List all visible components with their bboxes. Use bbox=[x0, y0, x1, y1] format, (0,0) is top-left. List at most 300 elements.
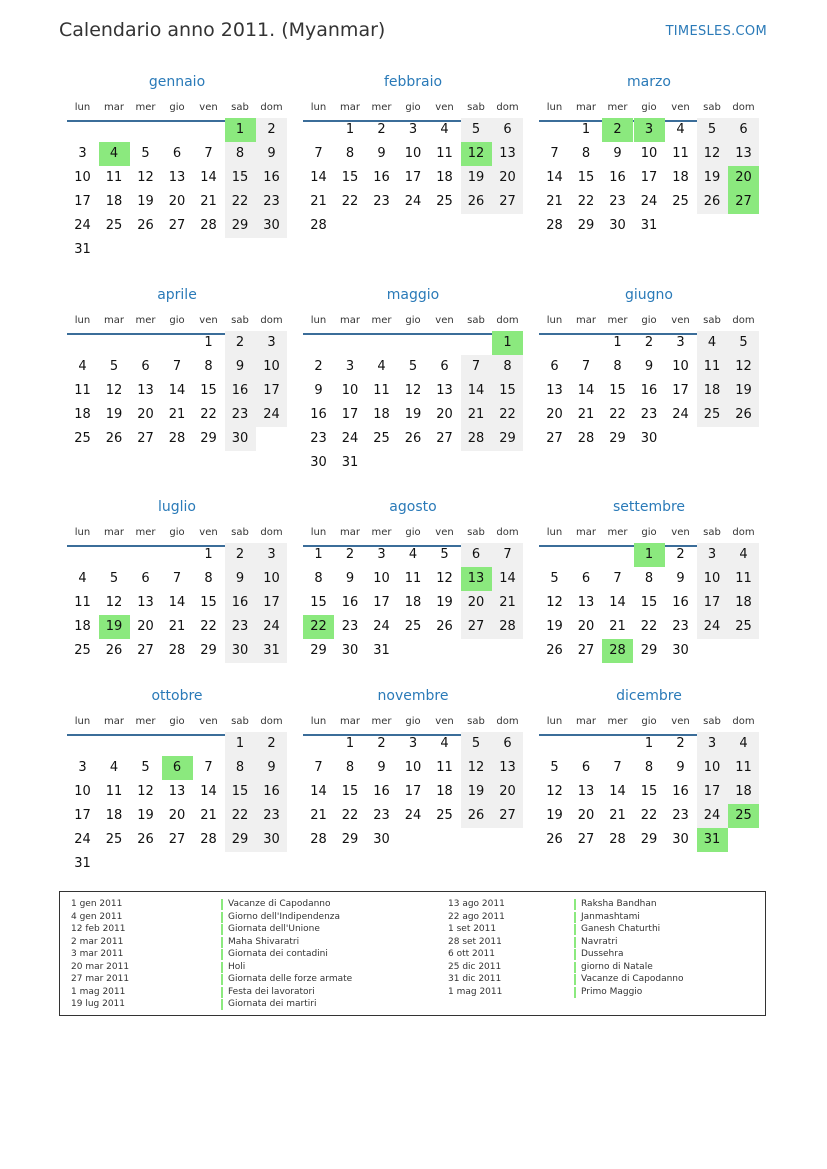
day-cell: 30 bbox=[256, 214, 287, 238]
holiday-day-cell: 1 bbox=[634, 543, 665, 567]
weekday-label: lun bbox=[74, 315, 91, 326]
holiday-day-cell: 19 bbox=[99, 615, 130, 639]
day-cell: 19 bbox=[461, 780, 492, 804]
weekday-label: mar bbox=[104, 716, 124, 727]
day-cell: 28 bbox=[492, 615, 523, 639]
day-cell: 20 bbox=[137, 619, 154, 634]
day-cell: 26 bbox=[105, 643, 123, 658]
weekday-label: gio bbox=[641, 315, 657, 326]
month-title: ottobre bbox=[151, 688, 203, 704]
weekday-label: mer bbox=[607, 716, 628, 727]
day-cell: 9 bbox=[256, 756, 287, 780]
day-cell: 7 bbox=[492, 543, 523, 567]
holiday-day-cell: 4 bbox=[99, 142, 130, 166]
holiday-day-cell: 25 bbox=[728, 804, 759, 828]
legend-date: 12 feb 2011 bbox=[71, 924, 126, 934]
holiday-legend bbox=[59, 891, 766, 1016]
weekday-label: lun bbox=[310, 527, 327, 538]
day-cell: 28 bbox=[200, 218, 217, 233]
day-cell: 11 bbox=[672, 146, 689, 161]
day-cell: 4 bbox=[728, 543, 759, 567]
weekday-label: ven bbox=[435, 527, 454, 538]
day-cell: 24 bbox=[341, 431, 359, 446]
day-cell: 16 bbox=[341, 595, 359, 610]
weekday-label: mar bbox=[576, 527, 596, 538]
weekday-label: dom bbox=[260, 527, 283, 538]
day-cell: 26 bbox=[137, 832, 154, 847]
day-cell: 10 bbox=[256, 567, 287, 591]
legend-date: 6 ott 2011 bbox=[448, 949, 495, 959]
day-cell: 11 bbox=[373, 383, 390, 398]
holiday-day-cell: 28 bbox=[602, 639, 633, 663]
day-cell: 23 bbox=[225, 615, 256, 639]
day-cell: 11 bbox=[74, 383, 91, 398]
day-cell: 29 bbox=[640, 643, 658, 658]
day-cell: 21 bbox=[200, 194, 217, 209]
day-cell: 17 bbox=[341, 407, 359, 422]
day-cell: 3 bbox=[697, 732, 728, 756]
day-cell: 29 bbox=[640, 832, 658, 847]
day-cell: 2 bbox=[676, 736, 685, 751]
day-cell: 17 bbox=[404, 784, 422, 799]
day-cell: 10 bbox=[256, 355, 287, 379]
day-cell: 26 bbox=[404, 431, 422, 446]
day-cell: 20 bbox=[577, 808, 595, 823]
day-cell: 25 bbox=[105, 832, 123, 847]
day-cell: 10 bbox=[74, 170, 91, 185]
day-cell: 19 bbox=[137, 808, 154, 823]
day-cell: 8 bbox=[345, 760, 355, 775]
weekday-label: dom bbox=[732, 716, 755, 727]
weekday-label: mar bbox=[576, 102, 596, 113]
day-cell: 9 bbox=[225, 567, 256, 591]
day-cell: 23 bbox=[672, 808, 689, 823]
day-cell: 11 bbox=[105, 170, 123, 185]
day-cell: 10 bbox=[404, 146, 422, 161]
day-cell: 3 bbox=[256, 543, 287, 567]
day-cell: 1 bbox=[581, 122, 591, 137]
day-cell: 29 bbox=[200, 431, 217, 446]
day-cell: 4 bbox=[697, 331, 728, 355]
day-cell: 23 bbox=[310, 431, 327, 446]
day-cell: 22 bbox=[341, 194, 359, 209]
day-cell: 25 bbox=[74, 431, 91, 446]
legend-holiday-name: Giornata dell'Unione bbox=[221, 924, 320, 935]
day-cell: 21 bbox=[310, 194, 327, 209]
legend-holiday-name: Festa dei lavoratori bbox=[221, 987, 315, 998]
day-cell: 13 bbox=[137, 595, 154, 610]
weekday-label: ven bbox=[671, 102, 690, 113]
legend-holiday-name: Navratri bbox=[574, 937, 618, 948]
day-cell: 12 bbox=[137, 170, 154, 185]
day-cell: 14 bbox=[609, 784, 626, 799]
day-cell: 25 bbox=[728, 615, 759, 639]
holiday-day-cell: 27 bbox=[728, 190, 759, 214]
day-cell: 18 bbox=[728, 591, 759, 615]
day-cell: 13 bbox=[577, 784, 595, 799]
day-cell: 15 bbox=[577, 170, 595, 185]
day-cell: 17 bbox=[697, 780, 728, 804]
weekday-label: dom bbox=[732, 102, 755, 113]
day-cell: 22 bbox=[200, 619, 217, 634]
weekday-label: mar bbox=[104, 102, 124, 113]
weekday-label: ven bbox=[199, 102, 218, 113]
day-cell: 20 bbox=[436, 407, 453, 422]
day-cell: 16 bbox=[373, 784, 390, 799]
weekday-label: dom bbox=[260, 102, 283, 113]
day-cell: 28 bbox=[577, 431, 595, 446]
day-cell: 10 bbox=[697, 567, 728, 591]
weekday-label: mar bbox=[340, 102, 360, 113]
weekday-label: sab bbox=[703, 102, 721, 113]
day-cell: 22 bbox=[640, 619, 658, 634]
weekday-label: gio bbox=[641, 527, 657, 538]
day-cell: 16 bbox=[225, 379, 256, 403]
day-cell: 13 bbox=[168, 784, 186, 799]
day-cell: 16 bbox=[256, 166, 287, 190]
day-cell: 17 bbox=[74, 808, 91, 823]
day-cell: 24 bbox=[404, 194, 422, 209]
legend-holiday-name: Ganesh Chaturthi bbox=[574, 924, 660, 935]
holiday-day-cell: 12 bbox=[461, 142, 492, 166]
weekday-label: lun bbox=[74, 102, 91, 113]
day-cell: 21 bbox=[492, 591, 523, 615]
day-cell: 27 bbox=[461, 615, 492, 639]
day-cell: 19 bbox=[137, 194, 154, 209]
day-cell: 26 bbox=[546, 832, 563, 847]
day-cell: 12 bbox=[105, 595, 123, 610]
day-cell: 25 bbox=[74, 643, 91, 658]
day-cell: 9 bbox=[314, 383, 323, 398]
day-cell: 24 bbox=[697, 804, 728, 828]
day-cell: 11 bbox=[404, 571, 422, 586]
day-cell: 14 bbox=[492, 567, 523, 591]
legend-holiday-name: giorno di Natale bbox=[574, 962, 653, 973]
day-cell: 17 bbox=[697, 591, 728, 615]
day-cell: 15 bbox=[341, 784, 359, 799]
day-cell: 20 bbox=[168, 808, 186, 823]
legend-date: 4 gen 2011 bbox=[71, 911, 123, 922]
day-cell: 27 bbox=[137, 643, 154, 658]
day-cell: 20 bbox=[492, 166, 523, 190]
day-cell: 6 bbox=[461, 543, 492, 567]
day-cell: 30 bbox=[225, 639, 256, 663]
day-cell: 1 bbox=[613, 335, 622, 350]
weekday-label: gio bbox=[169, 102, 185, 113]
day-cell: 9 bbox=[644, 359, 654, 374]
month-title: settembre bbox=[612, 499, 686, 515]
day-cell: 10 bbox=[697, 756, 728, 780]
day-cell: 29 bbox=[609, 431, 626, 446]
day-cell: 1 bbox=[204, 547, 213, 562]
day-cell: 3 bbox=[676, 335, 685, 350]
day-cell: 21 bbox=[200, 808, 217, 823]
legend-holiday-name: Giornata delle forze armate bbox=[221, 974, 352, 985]
weekday-label: mer bbox=[371, 102, 392, 113]
day-cell: 16 bbox=[609, 170, 626, 185]
weekday-label: lun bbox=[546, 527, 563, 538]
day-cell: 5 bbox=[728, 331, 759, 355]
day-cell: 21 bbox=[310, 808, 327, 823]
day-cell: 16 bbox=[256, 780, 287, 804]
day-cell: 2 bbox=[345, 547, 355, 562]
day-cell: 7 bbox=[172, 571, 182, 586]
day-cell: 16 bbox=[225, 591, 256, 615]
day-cell: 9 bbox=[345, 571, 355, 586]
day-cell: 13 bbox=[546, 383, 563, 398]
day-cell: 17 bbox=[74, 194, 91, 209]
weekday-label: ven bbox=[199, 527, 218, 538]
day-cell: 21 bbox=[609, 808, 626, 823]
day-cell: 31 bbox=[74, 242, 91, 257]
day-cell: 14 bbox=[609, 595, 626, 610]
day-cell: 26 bbox=[728, 403, 759, 427]
day-cell: 17 bbox=[640, 170, 658, 185]
legend-holiday-name: Vacanze di Capodanno bbox=[221, 899, 331, 910]
day-cell: 24 bbox=[640, 194, 658, 209]
day-cell: 26 bbox=[137, 218, 154, 233]
day-cell: 6 bbox=[440, 359, 449, 374]
day-cell: 4 bbox=[377, 359, 386, 374]
day-cell: 23 bbox=[373, 194, 390, 209]
day-cell: 16 bbox=[672, 784, 689, 799]
day-cell: 23 bbox=[256, 190, 287, 214]
legend-holiday-name: Giorno dell'Indipendenza bbox=[221, 912, 340, 923]
day-cell: 29 bbox=[225, 214, 256, 238]
day-cell: 24 bbox=[74, 832, 91, 847]
holiday-day-cell: 31 bbox=[697, 828, 728, 852]
weekday-label: sab bbox=[703, 527, 721, 538]
day-cell: 30 bbox=[672, 832, 689, 847]
day-cell: 11 bbox=[728, 756, 759, 780]
day-cell: 13 bbox=[728, 142, 759, 166]
day-cell: 28 bbox=[310, 218, 327, 233]
day-cell: 8 bbox=[225, 756, 256, 780]
weekday-label: sab bbox=[231, 527, 249, 538]
day-cell: 25 bbox=[404, 619, 422, 634]
day-cell: 9 bbox=[225, 355, 256, 379]
day-cell: 7 bbox=[461, 355, 492, 379]
day-cell: 9 bbox=[377, 146, 386, 161]
day-cell: 21 bbox=[168, 619, 186, 634]
day-cell: 25 bbox=[373, 431, 390, 446]
day-cell: 20 bbox=[168, 194, 186, 209]
day-cell: 26 bbox=[697, 190, 728, 214]
legend-holiday-name: Maha Shivaratri bbox=[221, 937, 299, 948]
day-cell: 6 bbox=[141, 571, 150, 586]
weekday-label: dom bbox=[260, 716, 283, 727]
day-cell: 10 bbox=[341, 383, 359, 398]
day-cell: 13 bbox=[168, 170, 186, 185]
day-cell: 19 bbox=[105, 407, 123, 422]
day-cell: 26 bbox=[436, 619, 453, 634]
day-cell: 18 bbox=[672, 170, 689, 185]
day-cell: 15 bbox=[640, 595, 658, 610]
day-cell: 30 bbox=[341, 643, 359, 658]
weekday-label: mer bbox=[135, 315, 156, 326]
day-cell: 23 bbox=[225, 403, 256, 427]
weekday-label: sab bbox=[703, 315, 721, 326]
day-cell: 27 bbox=[492, 804, 523, 828]
day-cell: 28 bbox=[168, 643, 186, 658]
day-cell: 7 bbox=[204, 760, 213, 775]
day-cell: 18 bbox=[728, 780, 759, 804]
weekday-label: mar bbox=[340, 315, 360, 326]
weekday-label: ven bbox=[435, 315, 454, 326]
day-cell: 23 bbox=[341, 619, 359, 634]
day-cell: 19 bbox=[697, 166, 728, 190]
day-cell: 21 bbox=[461, 403, 492, 427]
day-cell: 13 bbox=[137, 383, 154, 398]
month-title: novembre bbox=[377, 688, 449, 704]
weekday-label: mar bbox=[576, 315, 596, 326]
weekday-label: ven bbox=[199, 315, 218, 326]
day-cell: 8 bbox=[492, 355, 523, 379]
weekday-label: dom bbox=[732, 527, 755, 538]
weekday-label: sab bbox=[231, 315, 249, 326]
day-cell: 9 bbox=[676, 571, 685, 586]
day-cell: 4 bbox=[109, 760, 119, 775]
day-cell: 18 bbox=[105, 194, 123, 209]
day-cell: 18 bbox=[373, 407, 390, 422]
day-cell: 9 bbox=[377, 760, 386, 775]
day-cell: 3 bbox=[345, 359, 355, 374]
day-cell: 15 bbox=[225, 166, 256, 190]
day-cell: 25 bbox=[105, 218, 123, 233]
day-cell: 2 bbox=[256, 118, 287, 142]
legend-date: 13 ago 2011 bbox=[448, 899, 505, 909]
day-cell: 29 bbox=[341, 832, 359, 847]
day-cell: 3 bbox=[78, 760, 87, 775]
day-cell: 13 bbox=[492, 756, 523, 780]
weekday-label: gio bbox=[405, 315, 421, 326]
legend-date: 3 mar 2011 bbox=[71, 949, 124, 959]
day-cell: 24 bbox=[672, 407, 689, 422]
weekday-label: gio bbox=[405, 527, 421, 538]
day-cell: 23 bbox=[256, 804, 287, 828]
day-cell: 1 bbox=[314, 547, 323, 562]
day-cell: 18 bbox=[105, 808, 123, 823]
day-cell: 4 bbox=[408, 547, 418, 562]
day-cell: 10 bbox=[74, 784, 91, 799]
weekday-label: mer bbox=[371, 315, 392, 326]
day-cell: 22 bbox=[200, 407, 217, 422]
day-cell: 4 bbox=[78, 571, 87, 586]
day-cell: 9 bbox=[613, 146, 622, 161]
weekday-label: mar bbox=[340, 716, 360, 727]
day-cell: 10 bbox=[404, 760, 422, 775]
day-cell: 12 bbox=[105, 383, 123, 398]
weekday-label: mer bbox=[371, 527, 392, 538]
day-cell: 30 bbox=[373, 832, 390, 847]
day-cell: 22 bbox=[492, 403, 523, 427]
day-cell: 5 bbox=[550, 760, 559, 775]
day-cell: 18 bbox=[436, 784, 453, 799]
day-cell: 31 bbox=[74, 856, 91, 871]
weekday-label: gio bbox=[169, 716, 185, 727]
day-cell: 5 bbox=[550, 571, 559, 586]
weekday-label: dom bbox=[496, 527, 519, 538]
day-cell: 4 bbox=[78, 359, 87, 374]
day-cell: 3 bbox=[256, 331, 287, 355]
day-cell: 7 bbox=[550, 146, 559, 161]
day-cell: 24 bbox=[404, 808, 422, 823]
month-title: luglio bbox=[158, 499, 196, 515]
day-cell: 29 bbox=[492, 427, 523, 451]
day-cell: 1 bbox=[345, 736, 355, 751]
day-cell: 30 bbox=[225, 427, 256, 451]
day-cell: 15 bbox=[341, 170, 359, 185]
day-cell: 23 bbox=[609, 194, 626, 209]
legend-holiday-name: Dussehra bbox=[574, 949, 623, 960]
day-cell: 8 bbox=[613, 359, 622, 374]
day-cell: 11 bbox=[436, 146, 453, 161]
day-cell: 15 bbox=[492, 379, 523, 403]
day-cell: 20 bbox=[137, 407, 154, 422]
weekday-label: dom bbox=[496, 102, 519, 113]
day-cell: 27 bbox=[546, 431, 563, 446]
month-title: febbraio bbox=[383, 74, 443, 90]
day-cell: 3 bbox=[697, 543, 728, 567]
day-cell: 27 bbox=[492, 190, 523, 214]
day-cell: 27 bbox=[168, 218, 186, 233]
day-cell: 13 bbox=[492, 142, 523, 166]
legend-date: 2 mar 2011 bbox=[71, 936, 124, 947]
day-cell: 27 bbox=[436, 431, 453, 446]
day-cell: 20 bbox=[492, 780, 523, 804]
day-cell: 20 bbox=[546, 407, 563, 422]
weekday-label: mar bbox=[104, 527, 124, 538]
day-cell: 22 bbox=[341, 808, 359, 823]
day-cell: 7 bbox=[172, 359, 182, 374]
day-cell: 14 bbox=[577, 383, 595, 398]
day-cell: 18 bbox=[436, 170, 453, 185]
day-cell: 22 bbox=[225, 190, 256, 214]
month-title: dicembre bbox=[616, 688, 682, 704]
day-cell: 21 bbox=[609, 619, 626, 634]
day-cell: 11 bbox=[697, 355, 728, 379]
weekday-label: ven bbox=[671, 527, 690, 538]
weekday-label: mer bbox=[607, 102, 628, 113]
day-cell: 15 bbox=[225, 780, 256, 804]
day-cell: 31 bbox=[640, 218, 658, 233]
weekday-label: ven bbox=[671, 716, 690, 727]
weekday-label: gio bbox=[169, 315, 185, 326]
weekday-label: lun bbox=[546, 102, 563, 113]
day-cell: 14 bbox=[461, 379, 492, 403]
legend-holiday-name: Raksha Bandhan bbox=[574, 899, 657, 910]
day-cell: 19 bbox=[728, 379, 759, 403]
holiday-day-cell: 6 bbox=[162, 756, 193, 780]
day-cell: 12 bbox=[546, 595, 563, 610]
day-cell: 23 bbox=[672, 619, 689, 634]
day-cell: 8 bbox=[644, 760, 654, 775]
day-cell: 12 bbox=[137, 784, 154, 799]
month-title: agosto bbox=[389, 499, 437, 515]
day-cell: 19 bbox=[404, 407, 422, 422]
holiday-day-cell: 20 bbox=[728, 166, 759, 190]
day-cell: 27 bbox=[137, 431, 154, 446]
weekday-label: lun bbox=[310, 102, 327, 113]
day-cell: 22 bbox=[225, 804, 256, 828]
brand-link[interactable]: TIMESLES.COM bbox=[665, 24, 767, 39]
weekday-label: mar bbox=[576, 716, 596, 727]
weekday-label: mer bbox=[135, 527, 156, 538]
weekday-label: ven bbox=[435, 716, 454, 727]
holiday-day-cell: 1 bbox=[225, 118, 256, 142]
day-cell: 2 bbox=[225, 543, 256, 567]
day-cell: 30 bbox=[672, 643, 689, 658]
